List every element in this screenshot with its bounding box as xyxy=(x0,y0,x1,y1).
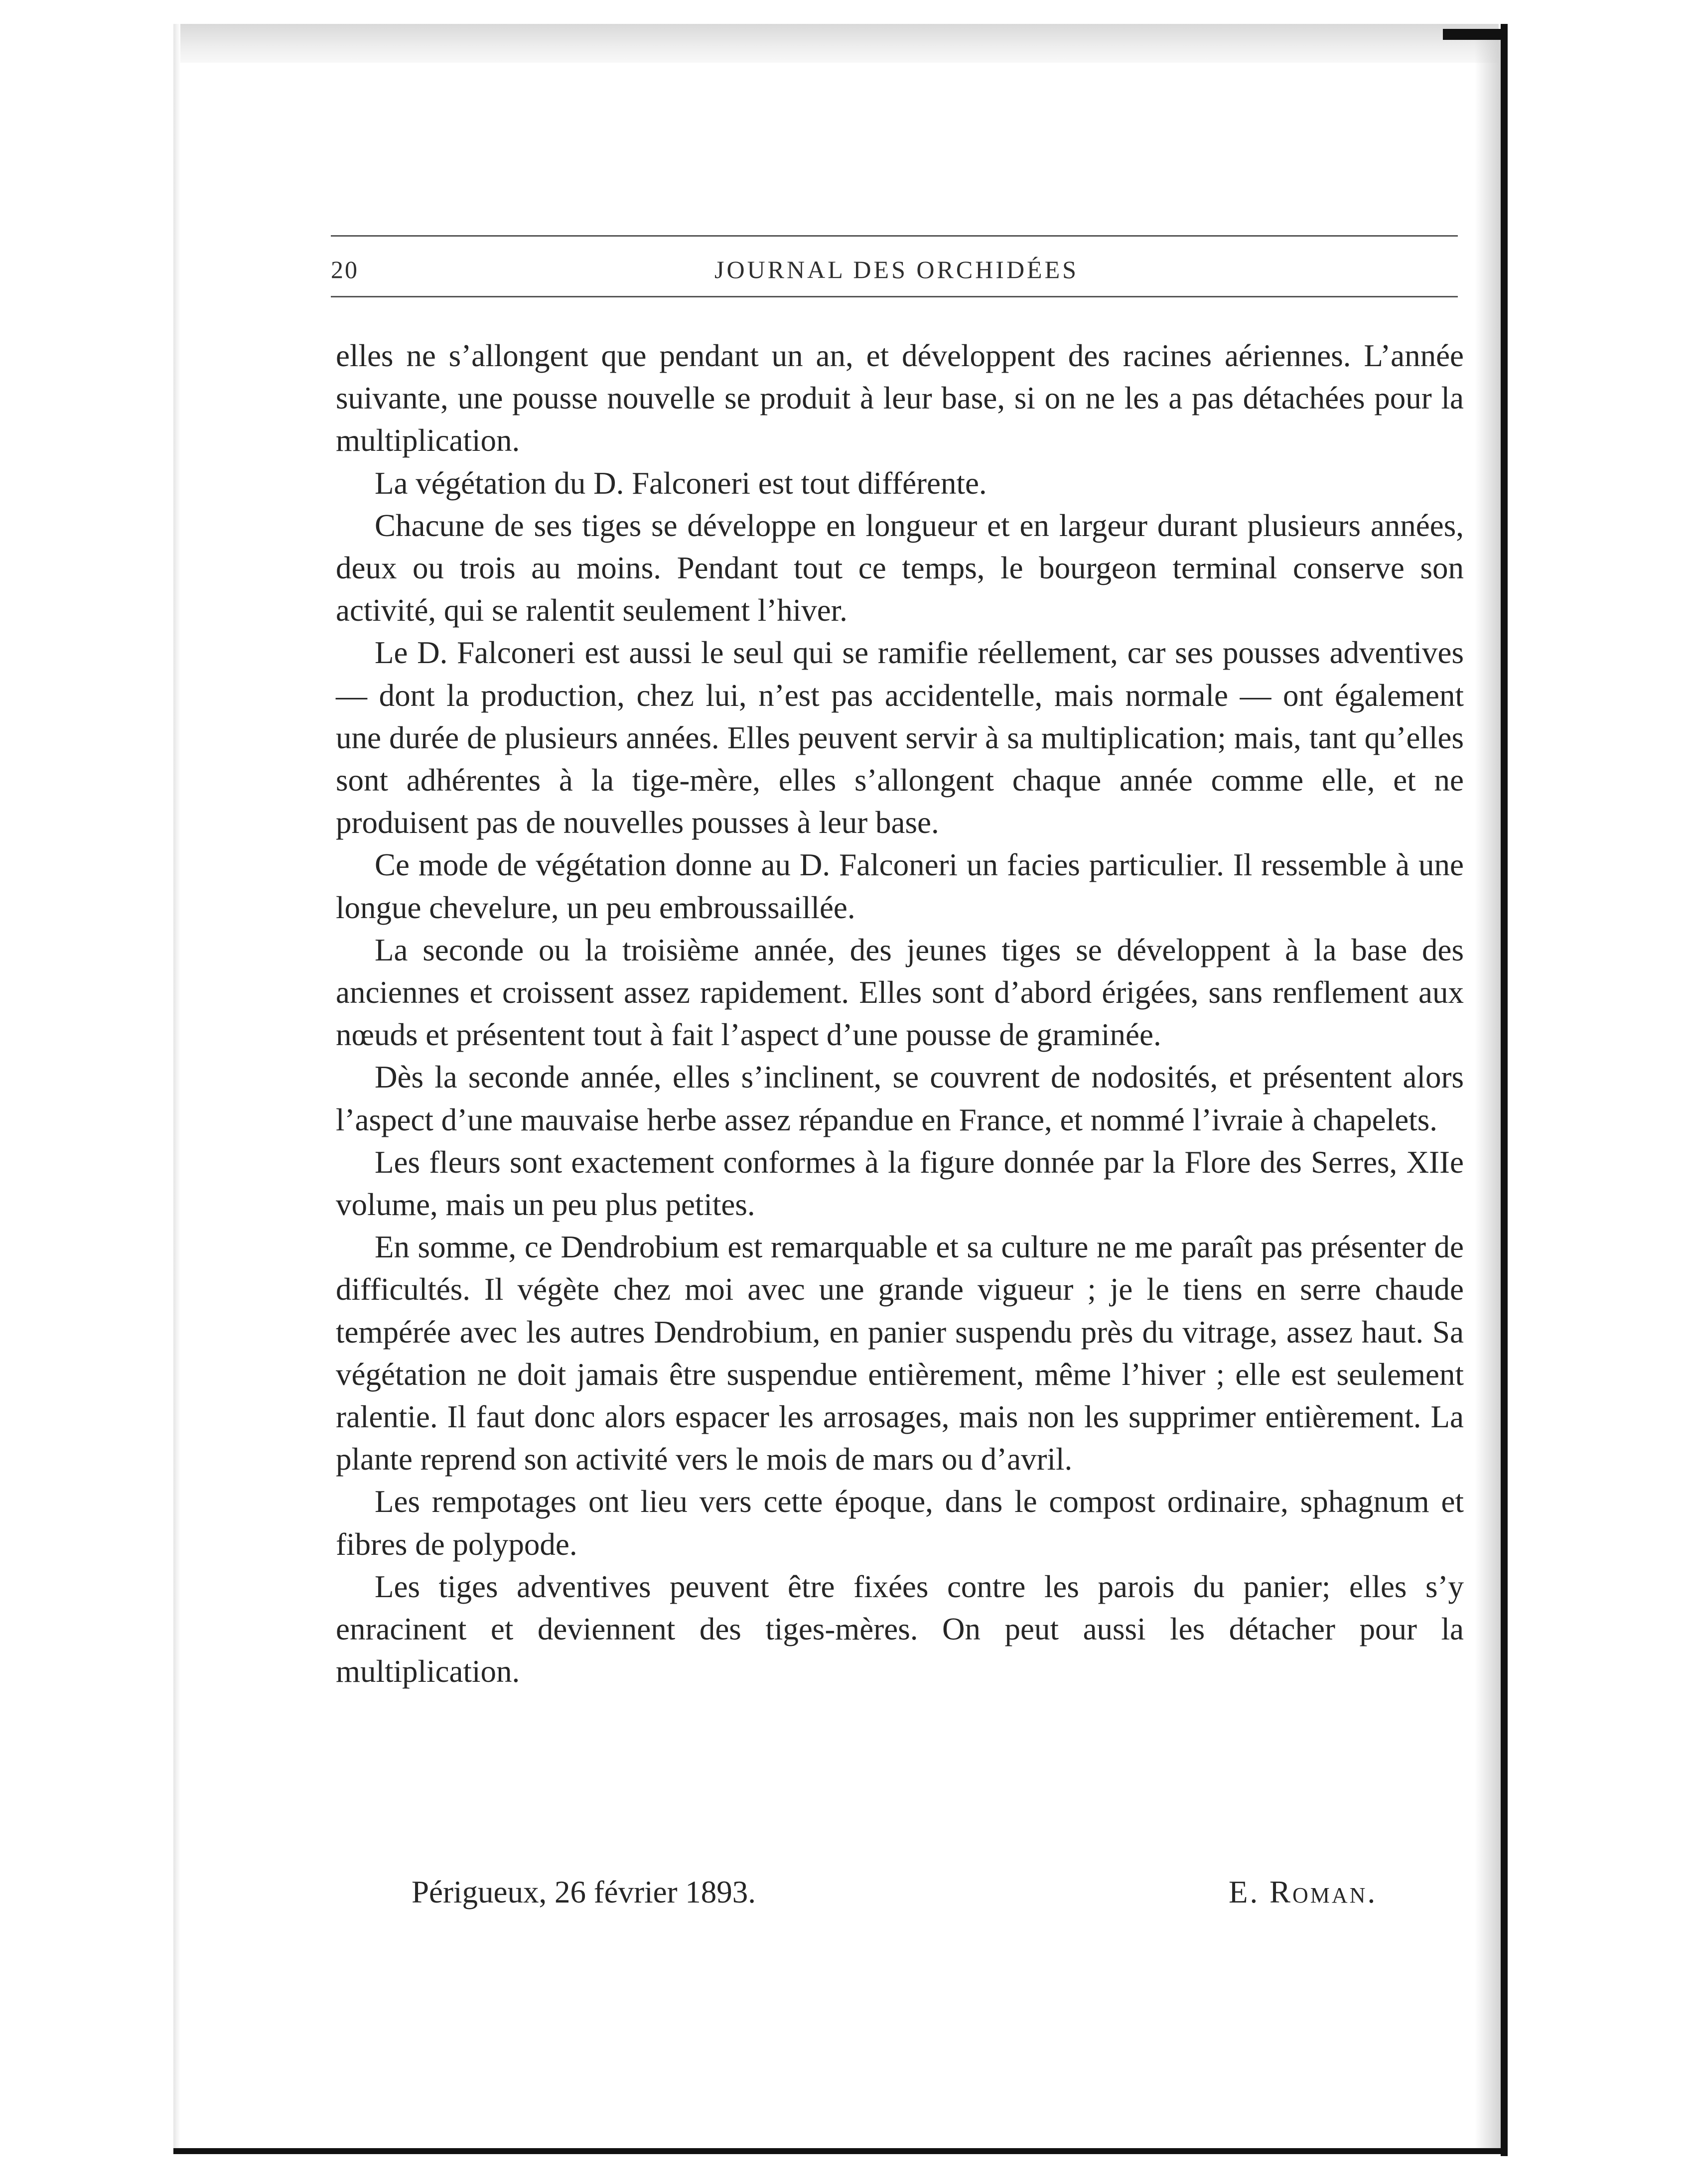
paragraph: Les rempotages ont lieu vers cette époque, dans le compost ordinaire, sphagnum et fibres de polypode. xyxy=(336,1484,1464,1562)
running-head-title: JOURNAL DES ORCHIDÉES xyxy=(714,256,1079,283)
signature-place-date: Périgueux, 26 février 1893. xyxy=(412,1875,756,1910)
article-body xyxy=(336,335,1464,1693)
paragraph: Les tiges adventives peuvent être fixées contre les parois du panier; elles s’y enracinent et deviennent des tiges-mères. On peut aussi les détacher pour la multiplication. xyxy=(336,1569,1464,1689)
paragraph: elles ne s’allongent que pendant un an, et développent des racines aériennes. L’année suivante, une pousse nouvelle se produit à leur base, si on ne les a pas détachées pour la multiplication. xyxy=(336,338,1464,458)
scan-corner-mark xyxy=(1443,29,1505,40)
page-edge-shadow xyxy=(1475,40,1501,2152)
paragraph: Dès la seconde année, elles s’inclinent, se couvrent de nodosités, et présentent alors l’aspect d’une mauvaise herbe assez répandue en France, et nommé l’ivraie à chapelets. xyxy=(336,1060,1464,1137)
paragraph: Les fleurs sont exactement conformes à la figure donnée par la Flore des Serres, XIIe volume, mais un peu plus petites. xyxy=(336,1144,1464,1223)
paragraph: Le D. Falconeri est aussi le seul qui se ramifie réellement, car ses pousses adventives — dont la production, chez lui, n’est pas accidentelle, mais normale — ont également une durée de plusieurs années. Elles peuvent servir à sa multiplication; mais, tant qu’elles sont adhérentes à la tige-mère, elles s’allongent chaque année comme elle, et ne produisent pas de nouvelles pousses à leur base. xyxy=(336,635,1464,840)
paragraph: En somme, ce Dendrobium est remarquable et sa culture ne me paraît pas présenter de difficultés. Il végète chez moi avec une grande vigueur ; je le tiens en serre chaude tempérée avec les autres Dendrobium, en panier suspendu près du vitrage, assez haut. Sa végétation ne doit jamais être suspendue entièrement, même l’hiver ; elle est seulement ralentie. Il faut donc alors espacer les arrosages, mais non les supprimer entièrement. La plante reprend son activité vers le mois de mars ou d’avril. xyxy=(336,1229,1464,1477)
paragraph: Chacune de ses tiges se développe en longueur et en largeur durant plusieurs années, deux ou trois au moins. Pendant tout ce temps, le bourgeon terminal conserve son activité, qui se ralentit seulement l’hiver. xyxy=(336,508,1464,628)
signature-author: E. Roman. xyxy=(1229,1875,1378,1910)
header-bottom-rule xyxy=(331,296,1458,297)
scan-left-shadow xyxy=(173,24,180,2152)
page-bottom-edge xyxy=(173,2148,1508,2154)
scan-top-shadow xyxy=(173,24,1499,63)
paragraph: La seconde ou la troisième année, des jeunes tiges se développent à la base des anciennes et croissent assez rapidement. Elles sont d’abord érigées, sans renflement aux nœuds et présentent tout à fait l’aspect d’une pousse de graminée. xyxy=(336,932,1464,1053)
paragraph: La végétation du D. Falconeri est tout différente. xyxy=(375,465,987,501)
page-right-edge xyxy=(1501,24,1508,2156)
header-top-rule xyxy=(331,235,1458,237)
page-number: 20 xyxy=(331,256,359,283)
paragraph: Ce mode de végétation donne au D. Falconeri un facies particulier. Il ressemble à une longue chevelure, un peu embroussaillée. xyxy=(336,847,1464,925)
